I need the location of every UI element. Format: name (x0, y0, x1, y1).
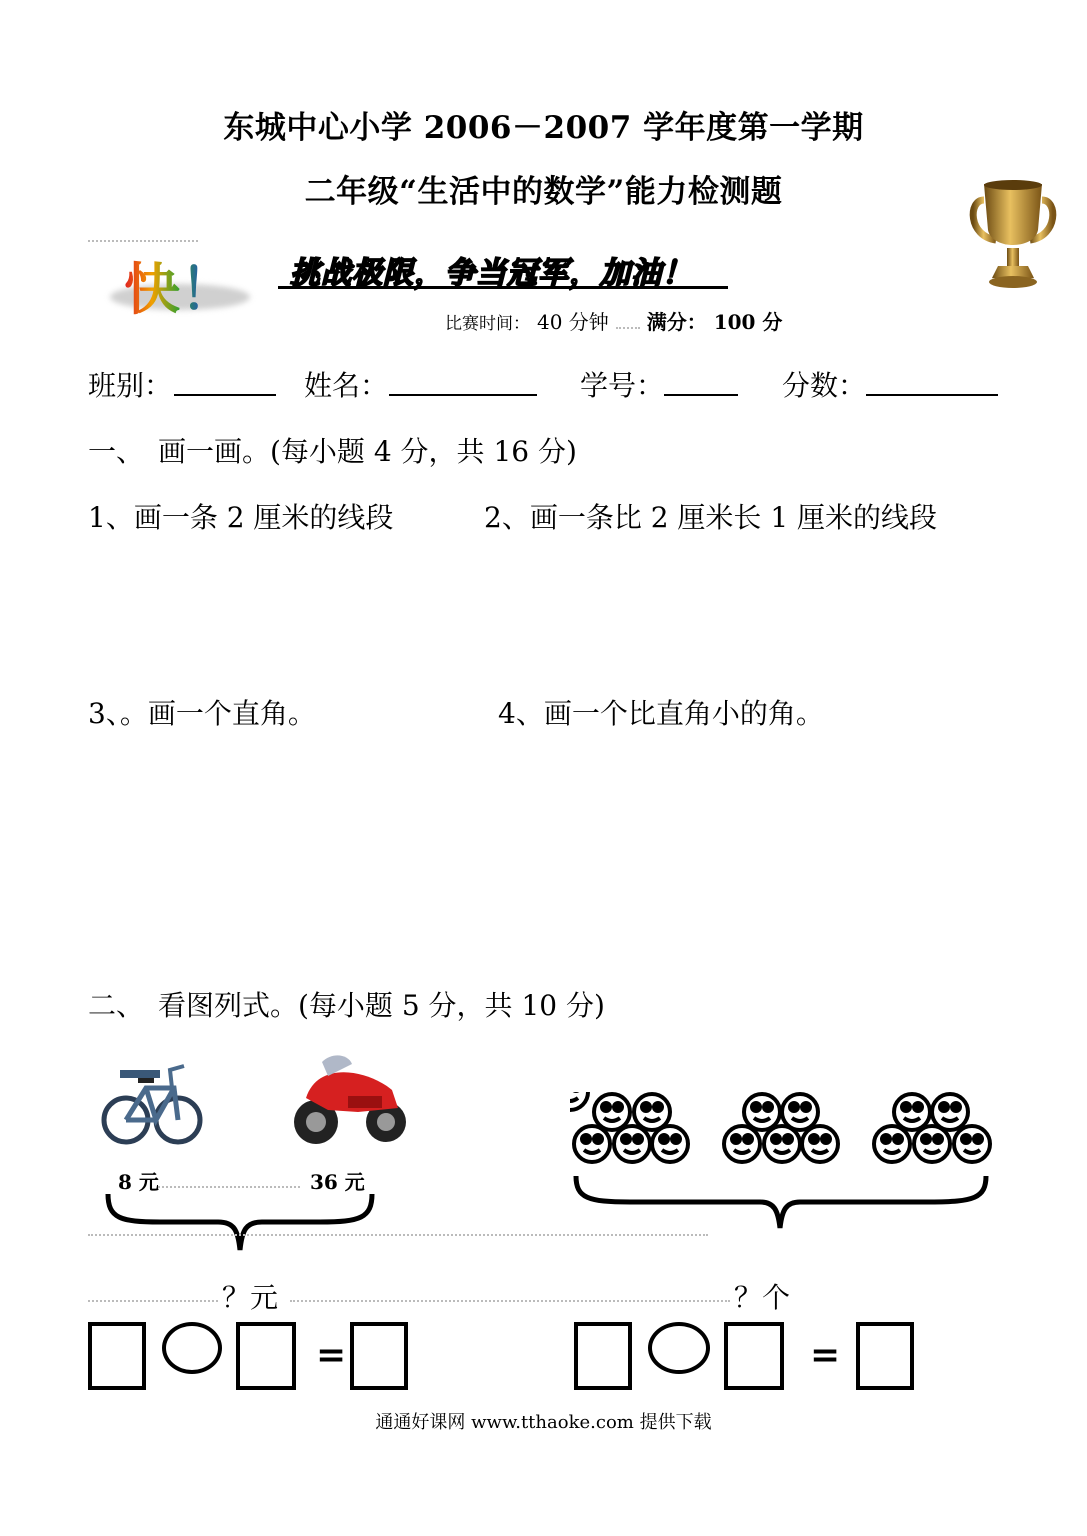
dotted-line (88, 1234, 708, 1236)
left-brace (100, 1194, 380, 1254)
time-value: 40 分钟 (536, 310, 609, 334)
smiley-faces (570, 1092, 1000, 1168)
name-label: 姓名： (304, 369, 389, 402)
section1-heading: 一、 画一画。(每小题 4 分，共 16 分) (88, 435, 577, 468)
question-1: 1、画一条 2 厘米的线段 (88, 501, 394, 534)
student-id-label: 学号： (580, 369, 665, 402)
banner-kuai-text: 快！ (124, 246, 236, 326)
contest-info (445, 306, 782, 335)
banner-kuai (100, 244, 260, 323)
dotted-line (88, 240, 198, 242)
equals-sign: = (810, 1334, 841, 1376)
bicycle-price: 8 元 (118, 1170, 159, 1194)
student-id-field[interactable] (664, 394, 738, 396)
class-label: 班别： (88, 369, 173, 402)
equals-sign: = (316, 1334, 347, 1376)
trophy-icon (966, 178, 1060, 296)
answer-box[interactable] (350, 1322, 408, 1390)
dotted-line (158, 1186, 300, 1188)
right-brace (570, 1176, 994, 1232)
full-score-label: 满分： (646, 310, 707, 334)
name-field[interactable] (389, 394, 537, 396)
question-4: 4、画一个比直角小的角。 (498, 697, 824, 730)
right-question: ？个 (734, 1281, 791, 1314)
score-label: 分数： (782, 369, 867, 402)
question-3: 3、。画一个直角。 (88, 697, 316, 730)
drawing-area-1-2[interactable] (88, 540, 998, 680)
motorcycle-icon (288, 1050, 412, 1150)
answer-box[interactable] (856, 1322, 914, 1390)
section2-heading: 二、 看图列式。(每小题 5 分，共 10 分) (88, 989, 605, 1022)
answer-box[interactable] (88, 1322, 146, 1390)
bicycle-icon (100, 1050, 204, 1150)
class-field[interactable] (174, 394, 276, 396)
title-line-2: 二年级“生活中的数学”能力检测题 (304, 174, 783, 210)
footer-text: 通通好课网 www.tthaoke.com 提供下载 (375, 1412, 712, 1433)
motorcycle-price: 36 元 (310, 1170, 365, 1194)
left-question: ？元 (222, 1281, 279, 1314)
operator-oval[interactable] (648, 1322, 710, 1374)
title-line-1: 东城中心小学 2006－2007 学年度第一学期 (223, 110, 864, 146)
full-score-value: 100 分 (713, 310, 783, 334)
slogan-box (278, 248, 728, 289)
dotted-line (290, 1300, 730, 1302)
answer-box[interactable] (724, 1322, 784, 1390)
drawing-area-3-4[interactable] (88, 736, 998, 966)
dotted-line (88, 1300, 218, 1302)
time-label: 比赛时间： (445, 314, 530, 334)
score-field[interactable] (866, 394, 998, 396)
slogan-text: 挑战极限，争当冠军，加油！ (290, 256, 693, 291)
operator-oval[interactable] (162, 1322, 222, 1374)
answer-box[interactable] (574, 1322, 632, 1390)
answer-box[interactable] (236, 1322, 296, 1390)
question-2: 2、画一条比 2 厘米长 1 厘米的线段 (484, 501, 938, 534)
